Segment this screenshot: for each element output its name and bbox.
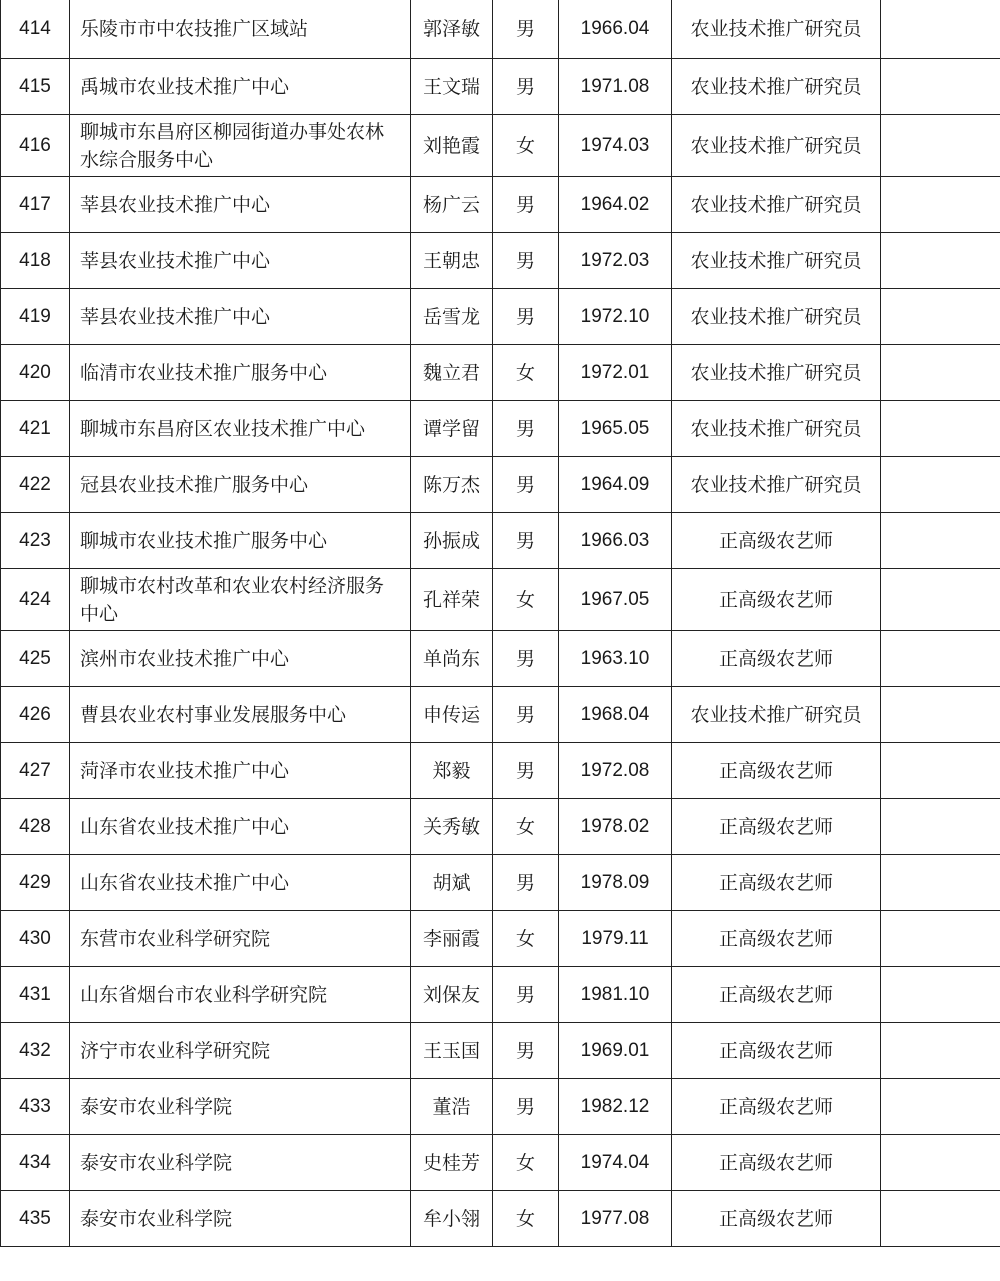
- professional-title-cell: 正高级农艺师: [672, 799, 881, 855]
- birth-date-cell: 1964.09: [559, 457, 672, 513]
- professional-title-cell: 正高级农艺师: [672, 631, 881, 687]
- remarks-cell: [881, 687, 1000, 743]
- serial-number-cell: 435: [1, 1191, 70, 1247]
- person-name-cell: 岳雪龙: [411, 289, 493, 345]
- professional-title-cell: 农业技术推广研究员: [672, 401, 881, 457]
- person-name-cell: 王玉国: [411, 1023, 493, 1079]
- professional-title-cell: 正高级农艺师: [672, 1135, 881, 1191]
- professional-title-cell: 正高级农艺师: [672, 743, 881, 799]
- birth-date-cell: 1972.01: [559, 345, 672, 401]
- remarks-cell: [881, 855, 1000, 911]
- work-unit-cell: 滨州市农业技术推广中心: [70, 631, 411, 687]
- remarks-cell: [881, 457, 1000, 513]
- gender-cell: 女: [493, 1191, 559, 1247]
- work-unit-cell: 临清市农业技术推广服务中心: [70, 345, 411, 401]
- remarks-cell: [881, 115, 1000, 177]
- remarks-cell: [881, 289, 1000, 345]
- table-row: [1, 569, 1000, 631]
- serial-number-cell: 422: [1, 457, 70, 513]
- professional-title-cell: 农业技术推广研究员: [672, 687, 881, 743]
- person-name-cell: 郭泽敏: [411, 0, 493, 59]
- gender-cell: 男: [493, 513, 559, 569]
- professional-title-cell: 农业技术推广研究员: [672, 0, 881, 59]
- work-unit-cell: 山东省烟台市农业科学研究院: [70, 967, 411, 1023]
- serial-number-cell: 430: [1, 911, 70, 967]
- work-unit-cell: 聊城市农村改革和农业农村经济服务中心: [70, 569, 411, 631]
- professional-title-cell: 正高级农艺师: [672, 855, 881, 911]
- table-body: [1, 0, 1000, 1247]
- serial-number-cell: 429: [1, 855, 70, 911]
- professional-title-cell: 正高级农艺师: [672, 911, 881, 967]
- gender-cell: 男: [493, 0, 559, 59]
- remarks-cell: [881, 59, 1000, 115]
- person-name-cell: 王朝忠: [411, 233, 493, 289]
- remarks-cell: [881, 1023, 1000, 1079]
- serial-number-cell: 419: [1, 289, 70, 345]
- work-unit-cell: 莘县农业技术推广中心: [70, 177, 411, 233]
- work-unit-cell: 济宁市农业科学研究院: [70, 1023, 411, 1079]
- professional-title-cell: 农业技术推广研究员: [672, 289, 881, 345]
- table-row: [1, 177, 1000, 233]
- serial-number-cell: 423: [1, 513, 70, 569]
- remarks-cell: [881, 513, 1000, 569]
- serial-number-cell: 417: [1, 177, 70, 233]
- person-name-cell: 陈万杰: [411, 457, 493, 513]
- table-row: [1, 457, 1000, 513]
- remarks-cell: [881, 177, 1000, 233]
- birth-date-cell: 1966.03: [559, 513, 672, 569]
- serial-number-cell: 425: [1, 631, 70, 687]
- table-row: [1, 401, 1000, 457]
- remarks-cell: [881, 799, 1000, 855]
- work-unit-cell: 曹县农业农村事业发展服务中心: [70, 687, 411, 743]
- table-row: [1, 1135, 1000, 1191]
- serial-number-cell: 426: [1, 687, 70, 743]
- person-name-cell: 董浩: [411, 1079, 493, 1135]
- work-unit-cell: 东营市农业科学研究院: [70, 911, 411, 967]
- remarks-cell: [881, 1135, 1000, 1191]
- person-name-cell: 魏立君: [411, 345, 493, 401]
- birth-date-cell: 1971.08: [559, 59, 672, 115]
- person-name-cell: 申传运: [411, 687, 493, 743]
- professional-title-cell: 农业技术推广研究员: [672, 345, 881, 401]
- table-row: [1, 59, 1000, 115]
- work-unit-cell: 泰安市农业科学院: [70, 1079, 411, 1135]
- work-unit-cell: 泰安市农业科学院: [70, 1135, 411, 1191]
- table-row: [1, 115, 1000, 177]
- remarks-cell: [881, 569, 1000, 631]
- professional-title-cell: 正高级农艺师: [672, 967, 881, 1023]
- birth-date-cell: 1966.04: [559, 0, 672, 59]
- work-unit-cell: 莘县农业技术推广中心: [70, 289, 411, 345]
- gender-cell: 女: [493, 345, 559, 401]
- serial-number-cell: 427: [1, 743, 70, 799]
- person-name-cell: 王文瑞: [411, 59, 493, 115]
- birth-date-cell: 1963.10: [559, 631, 672, 687]
- professional-title-cell: 农业技术推广研究员: [672, 59, 881, 115]
- serial-number-cell: 418: [1, 233, 70, 289]
- table-row: [1, 911, 1000, 967]
- gender-cell: 男: [493, 289, 559, 345]
- birth-date-cell: 1972.03: [559, 233, 672, 289]
- remarks-cell: [881, 743, 1000, 799]
- person-name-cell: 刘艳霞: [411, 115, 493, 177]
- gender-cell: 男: [493, 855, 559, 911]
- professional-title-cell: 正高级农艺师: [672, 1079, 881, 1135]
- table-row: [1, 687, 1000, 743]
- table-row: [1, 855, 1000, 911]
- person-name-cell: 杨广云: [411, 177, 493, 233]
- person-name-cell: 刘保友: [411, 967, 493, 1023]
- gender-cell: 男: [493, 967, 559, 1023]
- person-name-cell: 谭学留: [411, 401, 493, 457]
- gender-cell: 男: [493, 177, 559, 233]
- professional-title-cell: 农业技术推广研究员: [672, 177, 881, 233]
- person-name-cell: 单尚东: [411, 631, 493, 687]
- table-row: [1, 743, 1000, 799]
- serial-number-cell: 432: [1, 1023, 70, 1079]
- table-row: [1, 1191, 1000, 1247]
- gender-cell: 男: [493, 1023, 559, 1079]
- birth-date-cell: 1965.05: [559, 401, 672, 457]
- gender-cell: 男: [493, 687, 559, 743]
- remarks-cell: [881, 233, 1000, 289]
- professional-title-cell: 正高级农艺师: [672, 1191, 881, 1247]
- remarks-cell: [881, 0, 1000, 59]
- work-unit-cell: 聊城市农业技术推广服务中心: [70, 513, 411, 569]
- work-unit-cell: 聊城市东昌府区农业技术推广中心: [70, 401, 411, 457]
- professional-title-cell: 正高级农艺师: [672, 1023, 881, 1079]
- remarks-cell: [881, 967, 1000, 1023]
- birth-date-cell: 1974.04: [559, 1135, 672, 1191]
- table-row: [1, 513, 1000, 569]
- gender-cell: 男: [493, 743, 559, 799]
- table-row: [1, 233, 1000, 289]
- birth-date-cell: 1972.08: [559, 743, 672, 799]
- birth-date-cell: 1967.05: [559, 569, 672, 631]
- person-name-cell: 李丽霞: [411, 911, 493, 967]
- table-row: [1, 345, 1000, 401]
- gender-cell: 男: [493, 631, 559, 687]
- table-row: [1, 1079, 1000, 1135]
- work-unit-cell: 菏泽市农业技术推广中心: [70, 743, 411, 799]
- table-row: [1, 0, 1000, 59]
- person-name-cell: 关秀敏: [411, 799, 493, 855]
- gender-cell: 男: [493, 457, 559, 513]
- person-name-cell: 孙振成: [411, 513, 493, 569]
- birth-date-cell: 1977.08: [559, 1191, 672, 1247]
- gender-cell: 女: [493, 569, 559, 631]
- professional-title-cell: 正高级农艺师: [672, 513, 881, 569]
- birth-date-cell: 1964.02: [559, 177, 672, 233]
- person-name-cell: 牟小翎: [411, 1191, 493, 1247]
- table-row: [1, 799, 1000, 855]
- person-name-cell: 郑毅: [411, 743, 493, 799]
- serial-number-cell: 415: [1, 59, 70, 115]
- birth-date-cell: 1978.09: [559, 855, 672, 911]
- table-row: [1, 967, 1000, 1023]
- remarks-cell: [881, 345, 1000, 401]
- person-name-cell: 孔祥荣: [411, 569, 493, 631]
- gender-cell: 男: [493, 233, 559, 289]
- birth-date-cell: 1968.04: [559, 687, 672, 743]
- serial-number-cell: 433: [1, 1079, 70, 1135]
- gender-cell: 男: [493, 59, 559, 115]
- remarks-cell: [881, 911, 1000, 967]
- serial-number-cell: 421: [1, 401, 70, 457]
- remarks-cell: [881, 1191, 1000, 1247]
- serial-number-cell: 424: [1, 569, 70, 631]
- professional-title-cell: 农业技术推广研究员: [672, 115, 881, 177]
- work-unit-cell: 泰安市农业科学院: [70, 1191, 411, 1247]
- serial-number-cell: 416: [1, 115, 70, 177]
- remarks-cell: [881, 1079, 1000, 1135]
- professional-title-cell: 农业技术推广研究员: [672, 233, 881, 289]
- work-unit-cell: 冠县农业技术推广服务中心: [70, 457, 411, 513]
- table-row: [1, 1023, 1000, 1079]
- gender-cell: 男: [493, 1079, 559, 1135]
- birth-date-cell: 1972.10: [559, 289, 672, 345]
- work-unit-cell: 乐陵市市中农技推广区域站: [70, 0, 411, 59]
- professional-title-cell: 农业技术推广研究员: [672, 457, 881, 513]
- gender-cell: 女: [493, 115, 559, 177]
- serial-number-cell: 414: [1, 0, 70, 59]
- professional-title-cell: 正高级农艺师: [672, 569, 881, 631]
- birth-date-cell: 1979.11: [559, 911, 672, 967]
- birth-date-cell: 1974.03: [559, 115, 672, 177]
- work-unit-cell: 山东省农业技术推广中心: [70, 855, 411, 911]
- person-name-cell: 史桂芳: [411, 1135, 493, 1191]
- serial-number-cell: 428: [1, 799, 70, 855]
- serial-number-cell: 431: [1, 967, 70, 1023]
- work-unit-cell: 山东省农业技术推广中心: [70, 799, 411, 855]
- serial-number-cell: 434: [1, 1135, 70, 1191]
- birth-date-cell: 1981.10: [559, 967, 672, 1023]
- birth-date-cell: 1978.02: [559, 799, 672, 855]
- birth-date-cell: 1969.01: [559, 1023, 672, 1079]
- gender-cell: 女: [493, 911, 559, 967]
- remarks-cell: [881, 401, 1000, 457]
- gender-cell: 女: [493, 1135, 559, 1191]
- work-unit-cell: 禹城市农业技术推广中心: [70, 59, 411, 115]
- person-name-cell: 胡斌: [411, 855, 493, 911]
- gender-cell: 女: [493, 799, 559, 855]
- work-unit-cell: 莘县农业技术推广中心: [70, 233, 411, 289]
- table-row: [1, 631, 1000, 687]
- work-unit-cell: 聊城市东昌府区柳园街道办事处农林水综合服务中心: [70, 115, 411, 177]
- gender-cell: 男: [493, 401, 559, 457]
- remarks-cell: [881, 631, 1000, 687]
- serial-number-cell: 420: [1, 345, 70, 401]
- birth-date-cell: 1982.12: [559, 1079, 672, 1135]
- table-row: [1, 289, 1000, 345]
